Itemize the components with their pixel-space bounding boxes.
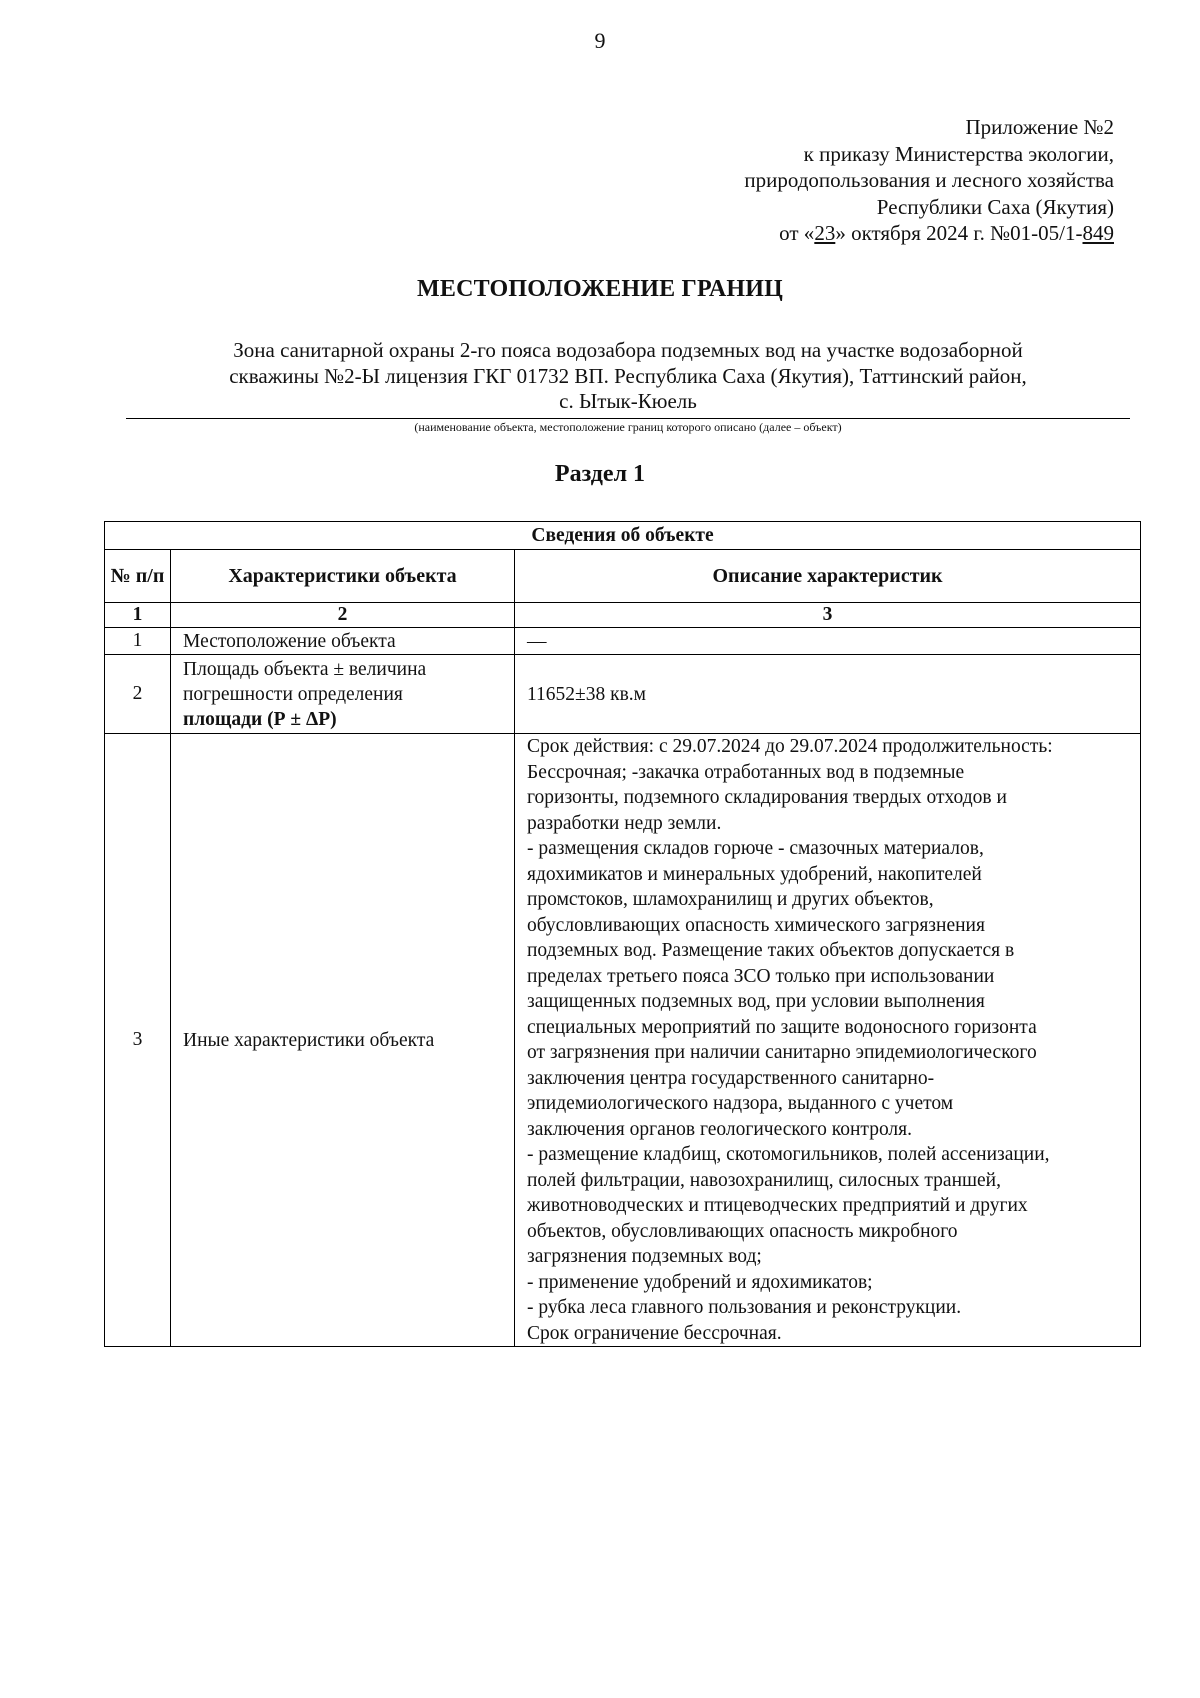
description-line: обусловливающих опасность химического загрязнения (527, 914, 985, 936)
column-number: 1 (105, 603, 171, 628)
characteristic-line (183, 707, 502, 732)
column-number-row (105, 603, 1141, 628)
description-line: - применение удобрений и ядохимикатов; (527, 1271, 873, 1293)
column-number: 3 (515, 603, 1141, 628)
description-line: эпидемиологического надзора, выданного с учетом (527, 1093, 954, 1114)
object-name-hint: (наименование объекта, местоположение границ которого описано (далее – объект) (414, 420, 842, 434)
row-number: 2 (105, 655, 171, 734)
row-number: 1 (105, 628, 171, 655)
appendix-block (554, 114, 1114, 247)
description-line: - рубка леса главного пользования и реконструкции. (527, 1297, 962, 1318)
table-caption-row (105, 522, 1141, 550)
description-line: промстоков, шламохранилищ и других объектов, (527, 889, 934, 910)
appendix-line: Приложение №2 (965, 115, 1114, 139)
description-line: объектов, обусловливающих опасность микробного (527, 1220, 958, 1242)
row-description (515, 734, 1141, 1347)
description-line: - размещение кладбищ, скотомогильников, полей ассенизации, (527, 1144, 1050, 1165)
order-number: 849 (1082, 221, 1114, 245)
section-title: Раздел 1 (554, 461, 646, 487)
description-line: горизонты, подземного складирования твердых отходов и (527, 787, 1007, 808)
row-characteristic: Местоположение объекта (171, 628, 515, 655)
table-row (105, 628, 1141, 655)
description-line: специальных мероприятий по защите водоносного горизонта (527, 1016, 1037, 1038)
row-number: 3 (105, 734, 171, 1347)
appendix-line: Республики Саха (Якутия) (876, 194, 1114, 219)
characteristic-line: погрешности определения (183, 683, 403, 705)
date-prefix: от « (779, 221, 815, 245)
description-line: - размещения складов горюче - смазочных материалов, (527, 838, 984, 859)
object-info-table (104, 521, 1141, 1347)
description-line: полей фильтрации, навозохранилищ, силосных траншей, (527, 1169, 1001, 1191)
appendix-line: природопользования и лесного хозяйства (744, 168, 1114, 192)
document-title: МЕСТОПОЛОЖЕНИЕ ГРАНИЦ (417, 276, 783, 302)
table-caption: Сведения об объекте (105, 522, 1141, 550)
description-line: от загрязнения при наличии санитарно эпидемиологического (527, 1042, 1037, 1063)
object-name-line: с. Ытык-Кюель (559, 389, 697, 413)
table-row (105, 655, 1141, 734)
characteristic-formula: площади (Р ± ΔР) (183, 708, 337, 730)
description-line: Бессрочная; -закачка отработанных вод в подземные (527, 761, 965, 783)
date-day: 23 (814, 221, 836, 245)
column-number: 2 (171, 603, 515, 628)
description-line: заключения центра государственного санитарно- (527, 1067, 935, 1089)
description-line: ядохимикатов и минеральных удобрений, накопителей (527, 863, 982, 885)
header-characteristics: Характеристики объекта (171, 550, 515, 603)
table-header-row (105, 550, 1141, 603)
description-line: Срок ограничение бессрочная. (527, 1322, 782, 1344)
object-name (126, 338, 1130, 415)
description-line: загрязнения подземных вод; (527, 1246, 762, 1267)
object-name-underline (126, 418, 1130, 419)
description-line: Срок действия: с 29.07.2024 до 29.07.2024 продолжительность: (527, 736, 1053, 757)
row-characteristic: Иные характеристики объекта (171, 734, 515, 1347)
description-line: защищенных подземных вод, при условии выполнения (527, 991, 985, 1012)
description-line: подземных вод. Размещение таких объектов допускается в (527, 940, 1015, 961)
row-characteristic (171, 655, 515, 734)
date-middle: » октября 2024 г. №01-05/1- (835, 221, 1083, 245)
table-row (105, 734, 1141, 1347)
appendix-date-line (554, 220, 1114, 247)
description-line: разработки недр земли. (527, 812, 722, 834)
description-line: заключения органов геологического контроля. (527, 1118, 913, 1140)
header-num: № п/п (105, 550, 171, 603)
description-line: пределах третьего пояса ЗСО только при использовании (527, 965, 995, 987)
header-description: Описание характеристик (515, 550, 1141, 603)
object-name-line: Зона санитарной охраны 2-го пояса водозабора подземных вод на участке водозаборной (233, 338, 1023, 362)
description-line: животноводческих и птицеводческих предприятий и других (527, 1195, 1028, 1216)
characteristic-line: Площадь объекта ± величина (183, 658, 427, 680)
appendix-line: к приказу Министерства экологии, (803, 141, 1114, 166)
row-description: 11652±38 кв.м (515, 655, 1141, 734)
row-description: — (515, 628, 1141, 655)
page-number: 9 (594, 28, 606, 53)
object-name-line: скважины №2-Ы лицензия ГКГ 01732 ВП. Республика Саха (Якутия), Таттинский район, (229, 363, 1027, 388)
